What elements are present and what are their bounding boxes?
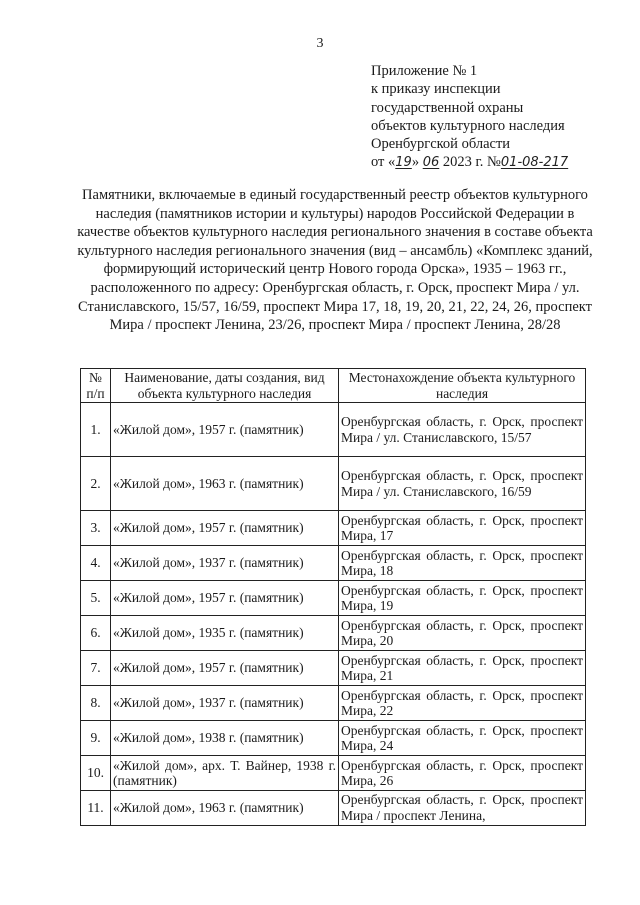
row-name: «Жилой дом», 1935 г. (памятник) <box>111 616 339 651</box>
row-number: 1. <box>81 403 111 457</box>
table-row <box>81 457 586 511</box>
date-month-handwritten: 06 <box>422 155 440 171</box>
appendix-line: объектов культурного наследия <box>371 117 565 134</box>
table-row <box>81 403 586 457</box>
date-year: 2023 г. № <box>442 154 501 171</box>
row-number: 3. <box>81 511 111 546</box>
row-name: «Жилой дом», 1957 г. (памятник) <box>111 511 339 546</box>
table-row <box>81 511 586 546</box>
row-number: 6. <box>81 616 111 651</box>
row-address: Оренбургская область, г. Орск, проспект Мира, 20 <box>339 616 586 651</box>
date-mid: » <box>411 154 420 171</box>
row-name: «Жилой дом», 1957 г. (памятник) <box>111 403 339 457</box>
row-address: Оренбургская область, г. Орск, проспект Мира, 26 <box>339 756 586 791</box>
row-name: «Жилой дом», 1957 г. (памятник) <box>111 581 339 616</box>
row-address: Оренбургская область, г. Орск, проспект Мира, 18 <box>339 546 586 581</box>
row-address: Оренбургская область, г. Орск, проспект Мира / проспект Ленина, <box>339 791 586 826</box>
row-number: 9. <box>81 721 111 756</box>
row-address: Оренбургская область, г. Орск, проспект Мира, 21 <box>339 651 586 686</box>
header-name: Наименование, даты создания, вид объекта культурного наследия <box>111 369 339 403</box>
appendix-title: Приложение № 1 <box>371 63 478 79</box>
table-row <box>81 616 586 651</box>
table-header-row <box>81 369 586 403</box>
row-name: «Жилой дом», арх. Т. Вайнер, 1938 г. (памятник) <box>111 756 339 791</box>
row-address: Оренбургская область, г. Орск, проспект Мира, 22 <box>339 686 586 721</box>
row-number: 2. <box>81 457 111 511</box>
appendix-date-line <box>371 153 568 172</box>
row-address: Оренбургская область, г. Орск, проспект Мира / ул. Станиславского, 16/59 <box>339 457 586 511</box>
appendix-block <box>371 62 568 173</box>
row-name: «Жилой дом», 1937 г. (памятник) <box>111 546 339 581</box>
page-number: 3 <box>316 36 324 51</box>
row-number: 7. <box>81 651 111 686</box>
table-row <box>81 546 586 581</box>
row-number: 4. <box>81 546 111 581</box>
table-row <box>81 581 586 616</box>
appendix-line: Оренбургской области <box>371 136 511 153</box>
monuments-table <box>80 368 586 826</box>
date-prefix: от « <box>371 154 396 171</box>
row-name: «Жилой дом», 1937 г. (памятник) <box>111 686 339 721</box>
table-row <box>81 791 586 826</box>
table-row <box>81 721 586 756</box>
row-address: Оренбургская область, г. Орск, проспект Мира, 17 <box>339 511 586 546</box>
header-number: № п/п <box>81 369 111 403</box>
appendix-line: к приказу инспекции <box>371 81 501 98</box>
order-number-handwritten: 01-08-217 <box>500 155 569 171</box>
table-row <box>81 686 586 721</box>
row-address: Оренбургская область, г. Орск, проспект Мира, 24 <box>339 721 586 756</box>
row-address: Оренбургская область, г. Орск, проспект Мира, 19 <box>339 581 586 616</box>
header-location: Местонахождение объекта культурного наследия <box>339 369 586 403</box>
row-number: 11. <box>81 791 111 826</box>
row-name: «Жилой дом», 1938 г. (памятник) <box>111 721 339 756</box>
row-number: 10. <box>81 756 111 791</box>
document-heading: Памятники, включаемые в единый государственный реестр объектов культурного наследия (памятников истории и культуры) народов Российской Федерации в качестве объектов культурного наследия регионального значения в составе объекта культурного наследия регионального значения (вид – ансамбль) «Комплекс зданий, формирующий исторический центр Нового города Орска», 1935 – 1963 гг., расположенного по адресу: Оренбургская область, г. Орск, проспект Мира / ул. Станиславского, 15/57, 16/59, проспект Мира 17, 18, 19, 20, 21, 22, 24, 26, проспект Мира / проспект Ленина, 23/26, проспект Мира / проспект Ленина, 28/28 <box>77 187 593 334</box>
row-name: «Жилой дом», 1963 г. (памятник) <box>111 791 339 826</box>
row-number: 5. <box>81 581 111 616</box>
row-number: 8. <box>81 686 111 721</box>
table-row <box>81 756 586 791</box>
date-day-handwritten: 19 <box>395 155 412 171</box>
appendix-line: государственной охраны <box>371 99 524 116</box>
row-name: «Жилой дом», 1957 г. (памятник) <box>111 651 339 686</box>
table-row <box>81 651 586 686</box>
row-address: Оренбургская область, г. Орск, проспект Мира / ул. Станиславского, 15/57 <box>339 403 586 457</box>
row-name: «Жилой дом», 1963 г. (памятник) <box>111 457 339 511</box>
